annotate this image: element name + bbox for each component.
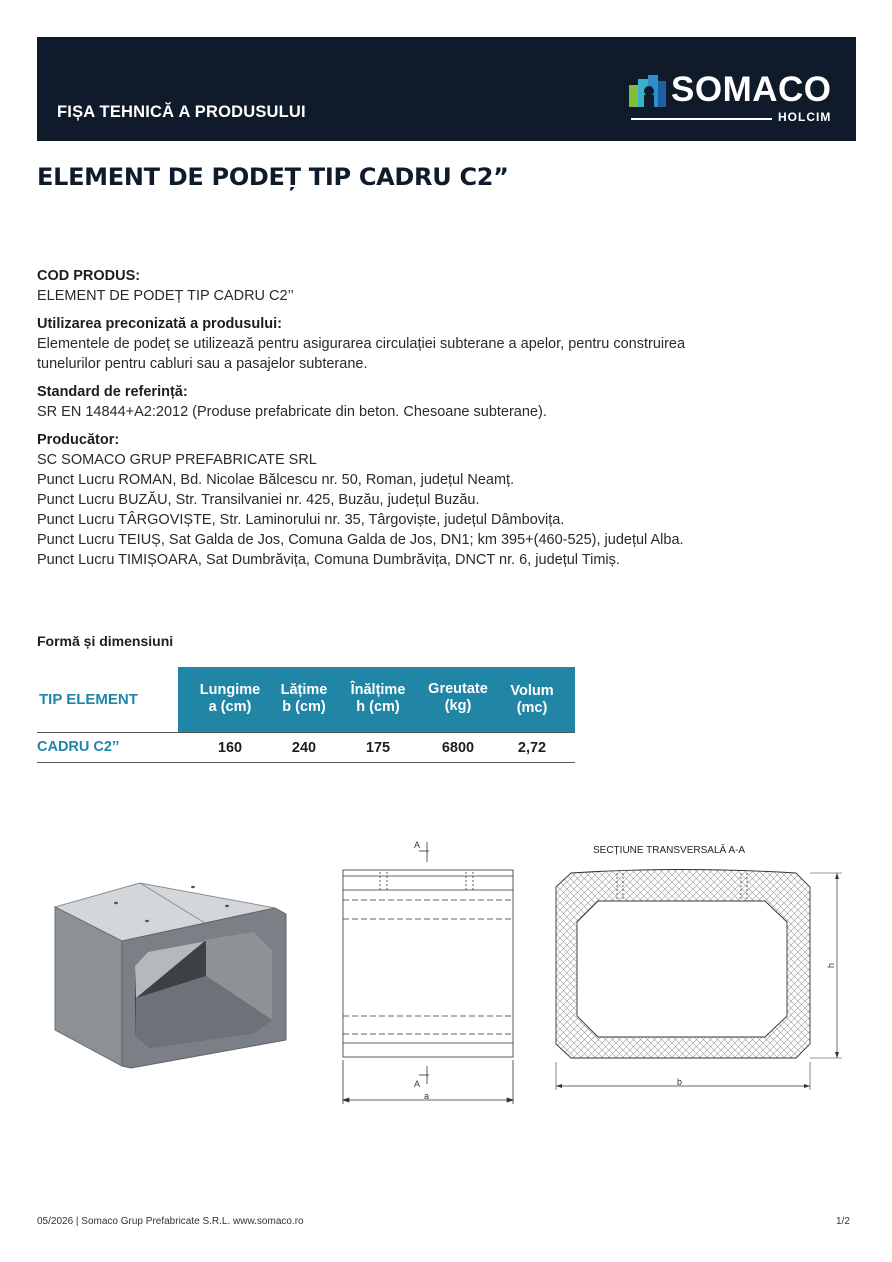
somaco-logo-icon <box>629 75 667 109</box>
dimension-label-h: h <box>826 962 836 968</box>
header-banner <box>37 37 856 141</box>
standard-value: SR EN 14844+A2:2012 (Produse prefabricate din beton. Chesoane subterane). <box>37 404 547 420</box>
header-latime: Lățime b (cm) <box>280 682 328 715</box>
logo-subtitle: HOLCIM <box>778 110 832 124</box>
product-info <box>37 266 817 570</box>
table-divider <box>37 732 575 733</box>
footer-info: 05/2026 | Somaco Grup Prefabricate S.R.L. www.somaco.ro <box>37 1216 304 1227</box>
logo-underline <box>631 118 772 120</box>
header-inaltime: Înălțime h (cm) <box>350 682 406 715</box>
document-type-title: FIȘA TEHNICĂ A PRODUSULUI <box>57 103 306 121</box>
tip-element-header: TIP ELEMENT <box>39 691 138 708</box>
page-number: 1/2 <box>836 1216 850 1227</box>
side-elevation-drawing <box>343 842 513 1104</box>
producer-line: Punct Lucru BUZĂU, Str. Transilvaniei nr. 425, Buzău, județul Buzău. <box>37 492 480 508</box>
producer-line: Punct Lucru TÂRGOVIȘTE, Str. Laminorului nr. 35, Târgoviște, județul Dâmbovița. <box>37 512 565 528</box>
cell-inaltime: 175 <box>365 740 391 756</box>
header-lungime: Lungime a (cm) <box>199 682 261 715</box>
standard-label: Standard de referință: <box>37 384 188 400</box>
intended-use-line: tunelurilor pentru cabluri sau a pasajelor subterane. <box>37 356 368 372</box>
intended-use-label: Utilizarea preconizată a produsului: <box>37 316 282 332</box>
cell-lungime: 160 <box>217 740 243 756</box>
technical-drawings <box>0 830 892 1120</box>
page-title: ELEMENT DE PODEȚ TIP CADRU C2” <box>37 163 509 191</box>
producer-line: Punct Lucru TEIUȘ, Sat Galda de Jos, Comuna Galda de Jos, DN1; km 395+(460-525), județul Alba. <box>37 532 684 548</box>
row-tip-element: CADRU C2’’ <box>37 739 120 755</box>
dimension-label-a: a <box>424 1091 430 1101</box>
shape-dimensions-heading: Formă și dimensiuni <box>37 633 174 649</box>
dimension-label-b: b <box>677 1077 683 1087</box>
intended-use-line: Elementele de podeț se utilizează pentru asigurarea circulației subterane a apelor, pentru construirea <box>37 336 686 352</box>
producer-line: Punct Lucru ROMAN, Bd. Nicolae Bălcescu nr. 50, Roman, județul Neamț. <box>37 472 515 488</box>
table-header-row <box>37 667 575 732</box>
logo-wordmark: SOMACO <box>671 70 832 109</box>
cross-section-title: SECȚIUNE TRANSVERSALĂ A-A <box>593 845 746 856</box>
section-marker-a-top: A <box>414 840 421 850</box>
section-marker-a-bottom: A <box>414 1079 421 1089</box>
cross-section-drawing <box>556 870 842 1091</box>
somaco-logo <box>629 70 839 125</box>
cod-produs-value: ELEMENT DE PODEȚ TIP CADRU C2’’ <box>37 288 294 304</box>
producer-line: SC SOMACO GRUP PREFABRICATE SRL <box>37 452 317 468</box>
cod-produs-label: COD PRODUS: <box>37 268 141 284</box>
header-volum: Volum (mc) <box>510 683 554 716</box>
cell-volum: 2,72 <box>517 740 547 756</box>
producer-line: Punct Lucru TIMIȘOARA, Sat Dumbrăvița, Comuna Dumbrăvița, DNCT nr. 6, județul Timiș. <box>37 552 620 568</box>
cell-latime: 240 <box>291 740 317 756</box>
table-bottom-border <box>37 762 575 763</box>
header-greutate: Greutate (kg) <box>428 681 488 714</box>
isometric-element-illustration <box>55 883 286 1068</box>
cell-greutate: 6800 <box>441 740 475 756</box>
producer-label: Producător: <box>37 432 120 448</box>
dimensions-table <box>37 667 575 763</box>
